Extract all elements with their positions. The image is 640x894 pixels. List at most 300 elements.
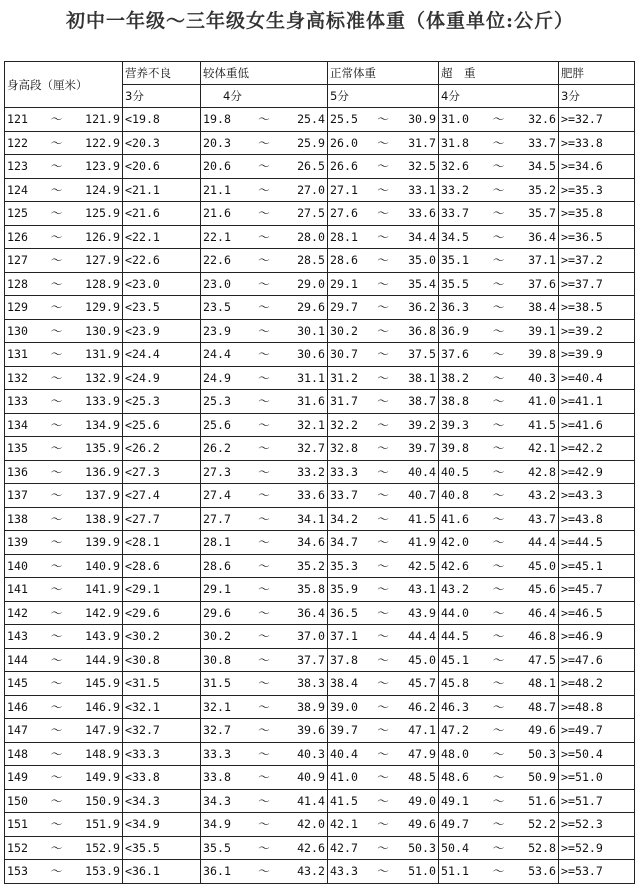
table-row: [5, 319, 635, 343]
range-min: 33.3: [330, 464, 358, 479]
range-max: 45.0: [408, 652, 436, 667]
overweight-cell: [439, 836, 559, 860]
malnutrition-cell: <26.2: [123, 437, 201, 461]
low-weight-cell: [201, 742, 328, 766]
range-min: 25.6: [203, 417, 231, 432]
obese-cell: >=49.7: [559, 719, 635, 743]
range-sep: ～: [492, 323, 505, 338]
header-row: [5, 62, 635, 85]
range-max: 126.9: [85, 229, 120, 244]
range-max: 127.9: [85, 253, 120, 268]
range-min: 31.7: [330, 394, 358, 409]
range-min: 41.6: [441, 511, 469, 526]
range-sep: ～: [258, 347, 270, 362]
range-sep: ～: [258, 464, 270, 479]
table-row: [5, 695, 635, 719]
range-min: 41.5: [330, 793, 358, 808]
range-sep: ～: [377, 253, 389, 268]
range-min: 32.8: [330, 441, 358, 456]
low-weight-cell: [201, 131, 328, 155]
table-row: [5, 272, 635, 296]
normal-weight-cell: [328, 202, 439, 226]
range-min: 35.1: [441, 253, 469, 268]
range-sep: ～: [258, 370, 270, 385]
overweight-cell: [439, 437, 559, 461]
range-sep: ～: [50, 840, 63, 855]
range-sep: ～: [377, 629, 389, 644]
overweight-cell: [439, 672, 559, 696]
range-min: 29.1: [203, 582, 231, 597]
obese-cell: >=33.8: [559, 131, 635, 155]
table-row: [5, 413, 635, 437]
overweight-cell: [439, 413, 559, 437]
malnutrition-cell: <20.6: [123, 155, 201, 179]
range-min: 21.6: [203, 206, 231, 221]
malnutrition-cell: <22.6: [123, 249, 201, 273]
range-sep: ～: [492, 699, 505, 714]
normal-weight-cell: [328, 108, 439, 132]
malnutrition-cell: <21.6: [123, 202, 201, 226]
range-sep: ～: [50, 417, 63, 432]
range-min: 29.7: [330, 300, 358, 315]
normal-weight-cell: [328, 672, 439, 696]
range-sep: ～: [492, 417, 505, 432]
overweight-cell: [439, 719, 559, 743]
overweight-cell: [439, 296, 559, 320]
range-max: 132.9: [85, 370, 120, 385]
range-min: 152: [7, 840, 28, 855]
range-max: 35.0: [408, 253, 436, 268]
range-min: 145: [7, 676, 28, 691]
normal-weight-cell: [328, 742, 439, 766]
normal-weight-cell: [328, 766, 439, 790]
malnutrition-cell: <28.1: [123, 531, 201, 555]
low-weight-cell: [201, 578, 328, 602]
obese-cell: >=46.5: [559, 601, 635, 625]
range-sep: ～: [377, 676, 389, 691]
range-max: 39.8: [528, 347, 556, 362]
overweight-cell: [439, 155, 559, 179]
range-min: 30.2: [203, 629, 231, 644]
range-min: 49.1: [441, 793, 469, 808]
obese-cell: >=35.8: [559, 202, 635, 226]
table-row: [5, 178, 635, 202]
range-min: 35.5: [203, 840, 231, 855]
range-sep: ～: [258, 840, 270, 855]
overweight-cell: [439, 108, 559, 132]
range-max: 49.6: [408, 817, 436, 832]
low-weight-cell: [201, 225, 328, 249]
table-row: [5, 531, 635, 555]
range-min: 42.0: [441, 535, 469, 550]
range-min: 19.8: [203, 112, 231, 127]
low-weight-cell: [201, 860, 328, 884]
range-sep: ～: [50, 746, 63, 761]
range-max: 34.5: [528, 159, 556, 174]
range-max: 38.3: [297, 676, 325, 691]
range-min: 144: [7, 652, 28, 667]
range-sep: ～: [377, 276, 389, 291]
table-row: [5, 789, 635, 813]
range-max: 31.6: [297, 394, 325, 409]
range-max: 136.9: [85, 464, 120, 479]
range-min: 33.7: [330, 488, 358, 503]
low-weight-cell: [201, 460, 328, 484]
overweight-cell: [439, 178, 559, 202]
range-min: 135: [7, 441, 28, 456]
range-max: 30.1: [297, 323, 325, 338]
height-range-cell: [5, 625, 123, 649]
range-min: 131: [7, 347, 28, 362]
range-max: 41.9: [408, 535, 436, 550]
range-sep: ～: [50, 817, 63, 832]
range-max: 134.9: [85, 417, 120, 432]
range-sep: ～: [50, 441, 63, 456]
range-sep: ～: [258, 723, 270, 738]
range-max: 42.5: [408, 558, 436, 573]
height-range-cell: [5, 672, 123, 696]
range-min: 27.4: [203, 488, 231, 503]
range-max: 40.3: [297, 746, 325, 761]
range-max: 39.7: [408, 441, 436, 456]
range-min: 27.6: [330, 206, 358, 221]
range-max: 42.1: [528, 441, 556, 456]
range-min: 132: [7, 370, 28, 385]
height-range-cell: [5, 766, 123, 790]
range-min: 148: [7, 746, 28, 761]
range-max: 44.4: [408, 629, 436, 644]
range-sep: ～: [377, 464, 389, 479]
range-min: 40.5: [441, 464, 469, 479]
table-row: [5, 507, 635, 531]
range-sep: ～: [377, 770, 389, 785]
range-max: 37.7: [297, 652, 325, 667]
normal-weight-cell: [328, 836, 439, 860]
range-sep: ～: [492, 159, 505, 174]
overweight-cell: [439, 131, 559, 155]
normal-weight-cell: [328, 484, 439, 508]
range-min: 24.4: [203, 347, 231, 362]
range-max: 35.2: [297, 558, 325, 573]
normal-weight-cell: [328, 719, 439, 743]
low-weight-cell: [201, 484, 328, 508]
table-row: [5, 625, 635, 649]
normal-weight-cell: [328, 131, 439, 155]
overweight-cell: [439, 225, 559, 249]
range-min: 37.6: [441, 347, 469, 362]
normal-weight-cell: [328, 155, 439, 179]
range-min: 22.6: [203, 253, 231, 268]
range-min: 40.4: [330, 746, 358, 761]
normal-weight-cell: [328, 296, 439, 320]
range-sep: ～: [50, 535, 63, 550]
table-row: [5, 343, 635, 367]
range-sep: ～: [377, 605, 389, 620]
range-max: 51.6: [528, 793, 556, 808]
range-sep: ～: [50, 300, 63, 315]
range-min: 21.1: [203, 182, 231, 197]
range-sep: ～: [492, 182, 505, 197]
range-max: 30.6: [297, 347, 325, 362]
normal-weight-cell: [328, 366, 439, 390]
obese-cell: >=51.0: [559, 766, 635, 790]
range-max: 27.5: [297, 206, 325, 221]
obese-cell: >=43.8: [559, 507, 635, 531]
malnutrition-cell: <29.1: [123, 578, 201, 602]
height-range-cell: [5, 531, 123, 555]
range-sep: ～: [377, 746, 389, 761]
range-sep: ～: [258, 206, 270, 221]
range-sep: ～: [377, 182, 389, 197]
table-row: [5, 554, 635, 578]
obese-cell: >=41.6: [559, 413, 635, 437]
overweight-cell: [439, 625, 559, 649]
range-max: 38.9: [297, 699, 325, 714]
range-max: 45.6: [528, 582, 556, 597]
height-range-cell: [5, 131, 123, 155]
low-weight-cell: [201, 272, 328, 296]
malnutrition-cell: <30.2: [123, 625, 201, 649]
height-range-cell: [5, 719, 123, 743]
range-max: 41.5: [528, 417, 556, 432]
overweight-cell: [439, 695, 559, 719]
range-min: 124: [7, 182, 28, 197]
range-min: 40.8: [441, 488, 469, 503]
low-weight-cell: [201, 202, 328, 226]
score-low-weight: 4分: [201, 85, 328, 108]
range-min: 23.9: [203, 323, 231, 338]
range-max: 34.1: [297, 511, 325, 526]
range-sep: ～: [50, 605, 63, 620]
obese-cell: >=46.9: [559, 625, 635, 649]
range-max: 28.0: [297, 229, 325, 244]
overweight-cell: [439, 578, 559, 602]
overweight-cell: [439, 813, 559, 837]
range-min: 43.2: [441, 582, 469, 597]
overweight-cell: [439, 507, 559, 531]
overweight-cell: [439, 789, 559, 813]
range-max: 31.7: [408, 135, 436, 150]
overweight-cell: [439, 648, 559, 672]
low-weight-cell: [201, 413, 328, 437]
range-sep: ～: [377, 135, 389, 150]
malnutrition-cell: <30.8: [123, 648, 201, 672]
range-max: 45.7: [408, 676, 436, 691]
range-max: 34.6: [297, 535, 325, 550]
header-obese: 肥胖: [559, 62, 635, 85]
range-min: 45.1: [441, 652, 469, 667]
range-sep: ～: [258, 582, 270, 597]
low-weight-cell: [201, 343, 328, 367]
range-max: 52.8: [528, 840, 556, 855]
range-min: 42.6: [441, 558, 469, 573]
range-sep: ～: [258, 276, 270, 291]
height-range-cell: [5, 272, 123, 296]
range-sep: ～: [50, 629, 63, 644]
low-weight-cell: [201, 366, 328, 390]
range-sep: ～: [258, 652, 270, 667]
range-max: 33.6: [408, 206, 436, 221]
obese-cell: >=47.6: [559, 648, 635, 672]
table-row: [5, 672, 635, 696]
low-weight-cell: [201, 437, 328, 461]
range-sep: ～: [492, 276, 505, 291]
range-sep: ～: [50, 394, 63, 409]
obese-cell: >=42.2: [559, 437, 635, 461]
range-max: 32.6: [528, 112, 556, 127]
range-max: 36.8: [408, 323, 436, 338]
malnutrition-cell: <24.9: [123, 366, 201, 390]
range-max: 33.2: [297, 464, 325, 479]
range-sep: ～: [492, 135, 505, 150]
range-sep: ～: [258, 605, 270, 620]
malnutrition-cell: <32.7: [123, 719, 201, 743]
range-sep: ～: [50, 135, 63, 150]
normal-weight-cell: [328, 343, 439, 367]
range-max: 124.9: [85, 182, 120, 197]
range-sep: ～: [377, 817, 389, 832]
range-max: 50.9: [528, 770, 556, 785]
range-max: 46.8: [528, 629, 556, 644]
range-sep: ～: [258, 112, 270, 127]
range-sep: ～: [377, 699, 389, 714]
range-max: 42.0: [297, 817, 325, 832]
range-sep: ～: [50, 159, 63, 174]
range-min: 32.7: [203, 723, 231, 738]
range-sep: ～: [50, 206, 63, 221]
range-min: 27.7: [203, 511, 231, 526]
range-min: 39.8: [441, 441, 469, 456]
overweight-cell: [439, 319, 559, 343]
range-max: 33.6: [297, 488, 325, 503]
range-min: 23.5: [203, 300, 231, 315]
range-sep: ～: [258, 558, 270, 573]
overweight-cell: [439, 531, 559, 555]
height-range-cell: [5, 484, 123, 508]
range-min: 39.0: [330, 699, 358, 714]
range-sep: ～: [492, 676, 505, 691]
table-row: [5, 648, 635, 672]
range-min: 147: [7, 723, 28, 738]
range-min: 35.3: [330, 558, 358, 573]
range-min: 42.7: [330, 840, 358, 855]
range-sep: ～: [50, 464, 63, 479]
malnutrition-cell: <25.6: [123, 413, 201, 437]
range-min: 121: [7, 112, 28, 127]
range-min: 38.2: [441, 370, 469, 385]
range-min: 151: [7, 817, 28, 832]
range-min: 32.1: [203, 699, 231, 714]
range-sep: ～: [258, 629, 270, 644]
range-min: 24.9: [203, 370, 231, 385]
height-range-cell: [5, 437, 123, 461]
range-max: 41.0: [528, 394, 556, 409]
range-max: 138.9: [85, 511, 120, 526]
range-min: 153: [7, 864, 28, 879]
low-weight-cell: [201, 672, 328, 696]
height-range-cell: [5, 836, 123, 860]
range-max: 36.4: [297, 605, 325, 620]
range-min: 26.0: [330, 135, 358, 150]
range-min: 31.0: [441, 112, 469, 127]
range-max: 32.5: [408, 159, 436, 174]
malnutrition-cell: <27.4: [123, 484, 201, 508]
normal-weight-cell: [328, 413, 439, 437]
range-sep: ～: [377, 159, 389, 174]
height-range-cell: [5, 296, 123, 320]
range-sep: ～: [492, 558, 505, 573]
height-range-cell: [5, 319, 123, 343]
range-max: 51.0: [408, 864, 436, 879]
table-row: [5, 225, 635, 249]
height-range-cell: [5, 813, 123, 837]
range-sep: ～: [492, 347, 505, 362]
range-min: 127: [7, 253, 28, 268]
range-sep: ～: [50, 370, 63, 385]
range-max: 30.9: [408, 112, 436, 127]
range-min: 23.0: [203, 276, 231, 291]
range-sep: ～: [50, 699, 63, 714]
malnutrition-cell: <21.1: [123, 178, 201, 202]
range-sep: ～: [50, 652, 63, 667]
range-max: 41.4: [297, 793, 325, 808]
low-weight-cell: [201, 531, 328, 555]
range-sep: ～: [50, 112, 63, 127]
table-body: [5, 62, 635, 884]
table-row: [5, 390, 635, 414]
malnutrition-cell: <32.1: [123, 695, 201, 719]
overweight-cell: [439, 343, 559, 367]
range-sep: ～: [258, 135, 270, 150]
obese-cell: >=52.3: [559, 813, 635, 837]
range-min: 41.0: [330, 770, 358, 785]
range-max: 141.9: [85, 582, 120, 597]
malnutrition-cell: <34.3: [123, 789, 201, 813]
malnutrition-cell: <34.9: [123, 813, 201, 837]
low-weight-cell: [201, 507, 328, 531]
malnutrition-cell: <23.5: [123, 296, 201, 320]
malnutrition-cell: <31.5: [123, 672, 201, 696]
range-max: 37.5: [408, 347, 436, 362]
range-max: 40.3: [528, 370, 556, 385]
height-range-cell: [5, 578, 123, 602]
range-min: 44.5: [441, 629, 469, 644]
range-sep: ～: [258, 535, 270, 550]
range-max: 41.5: [408, 511, 436, 526]
range-max: 40.7: [408, 488, 436, 503]
obese-cell: >=36.5: [559, 225, 635, 249]
range-min: 45.8: [441, 676, 469, 691]
range-max: 139.9: [85, 535, 120, 550]
range-sep: ～: [377, 723, 389, 738]
range-max: 32.7: [297, 441, 325, 456]
range-sep: ～: [377, 323, 389, 338]
range-min: 22.1: [203, 229, 231, 244]
range-min: 33.7: [441, 206, 469, 221]
range-sep: ～: [492, 864, 505, 879]
range-sep: ～: [50, 770, 63, 785]
overweight-cell: [439, 742, 559, 766]
malnutrition-cell: <25.3: [123, 390, 201, 414]
malnutrition-cell: <19.8: [123, 108, 201, 132]
range-max: 45.0: [528, 558, 556, 573]
malnutrition-cell: <33.3: [123, 742, 201, 766]
range-min: 36.1: [203, 864, 231, 879]
range-min: 34.5: [441, 229, 469, 244]
range-max: 25.4: [297, 112, 325, 127]
range-min: 48.0: [441, 746, 469, 761]
range-max: 47.1: [408, 723, 436, 738]
